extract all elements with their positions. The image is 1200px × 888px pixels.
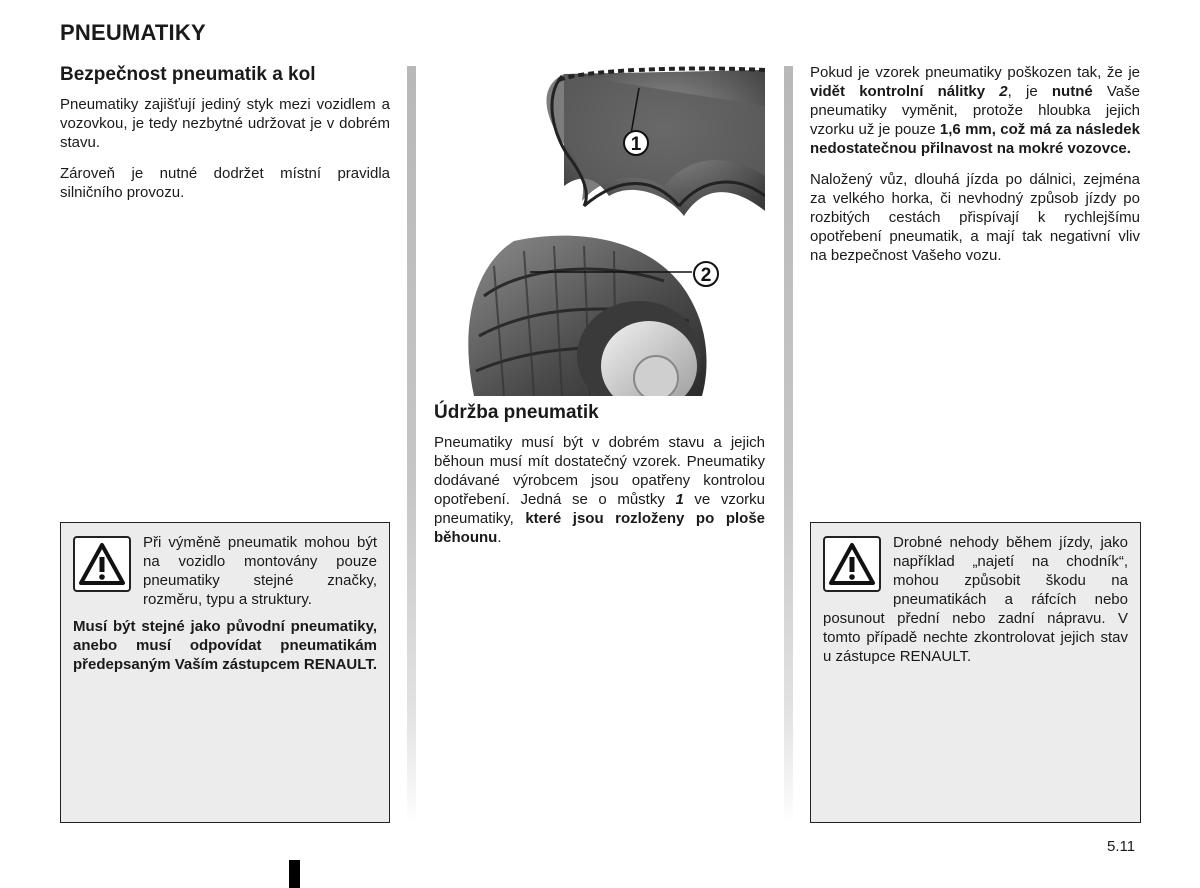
warning-text: Drobné nehody během jízdy, jako například „najetí na chodník“, mohou způsobit škodu na pneumatikách a ráfcích nebo posunout přední nebo zadní nápravu. V tomto případě nechte zkontrolovat jejich stav u zástupce RENAULT. bbox=[823, 534, 1128, 665]
maintenance-text-2: ve vzorku pneumatiky, bbox=[434, 491, 765, 527]
wear-bold-3: 1,6 mm, což má za následek nedostatečnou přilnavost na mokré vozovce. bbox=[810, 121, 1140, 157]
safety-paragraph-1: Pneumatiky zajišťují jediný styk mezi vozidlem a vozovkou, je tedy nezbytné udržovat je v dobrém stavu. bbox=[60, 96, 390, 151]
figure-callout-2: 2 bbox=[700, 265, 712, 286]
maintenance-ref-1: 1 bbox=[675, 491, 684, 508]
column-divider-right bbox=[784, 66, 793, 826]
section-heading-safety: Bezpečnost pneumatik a kol bbox=[60, 64, 316, 85]
page-number: 5.11 bbox=[1107, 838, 1136, 855]
section-heading-maintenance: Údržba pneumatik bbox=[434, 402, 599, 423]
warning-box-minor-accidents bbox=[810, 522, 1141, 823]
wear-bold-1: vidět kontrolní nálitky bbox=[810, 83, 1000, 100]
safety-text bbox=[60, 95, 390, 214]
warning-triangle-icon bbox=[823, 536, 881, 592]
warning-box-tyre-replacement bbox=[60, 522, 390, 823]
warning-triangle-icon bbox=[73, 536, 131, 592]
wear-paragraph-1 bbox=[810, 63, 1140, 158]
tyre-cross-section bbox=[546, 69, 765, 217]
tyre-tread-view bbox=[468, 236, 718, 396]
column-divider-left bbox=[407, 66, 416, 826]
print-mark bbox=[289, 860, 300, 888]
warning-text: Při výměně pneumatik mohou být na vozidlo montovány pouze pneumatiky stejné značky, rozměru, typu a struktury. bbox=[143, 534, 377, 608]
maintenance-text-3: . bbox=[497, 529, 502, 546]
safety-paragraph-2: Zároveň je nutné dodržet místní pravidla silničního provozu. bbox=[60, 165, 390, 201]
wear-bold-2: nutné bbox=[1051, 83, 1093, 100]
maintenance-bold-text: které jsou rozloženy po ploše běhounu bbox=[434, 510, 766, 546]
page-title: PNEUMATIKY bbox=[60, 20, 206, 45]
maintenance-text-1: Pneumatiky musí být v dobrém stavu a jejich běhoun musí mít dostatečný vzorek. Pneumatiky dodávané výrobcem jsou opatřeny kontrolou opotřebení. Jedná se o můstky bbox=[434, 434, 765, 508]
wear-text bbox=[810, 63, 1140, 277]
wear-paragraph-2: Naložený vůz, dlouhá jízda po dálnici, zejména za velkého horka, či nevhodný způsob jízdy po rozbitých cestách přispívají k rychlejšímu opotřebení pneumatik, a mají tak negativní vliv na bezpečnost Vašeho vozu. bbox=[810, 171, 1140, 264]
wear-text-2: , je bbox=[1007, 83, 1052, 100]
maintenance-paragraph bbox=[434, 433, 765, 547]
wear-text-3: Vaše pneumatiky vyměnit, protože hloubka jejich vzorku už je pouze bbox=[810, 83, 1140, 138]
wear-text-1: Pokud je vzorek pneumatiky poškozen tak, že je bbox=[810, 64, 1140, 81]
tyre-illustration bbox=[434, 66, 765, 396]
wear-ref-2: 2 bbox=[999, 83, 1008, 100]
warning-bold-text: Musí být stejné jako původní pneumatiky, anebo musí odpovídat pneumatikám předepsaným Vaším zástupcem RENAULT. bbox=[73, 618, 377, 673]
figure-callout-1: 1 bbox=[630, 134, 642, 155]
